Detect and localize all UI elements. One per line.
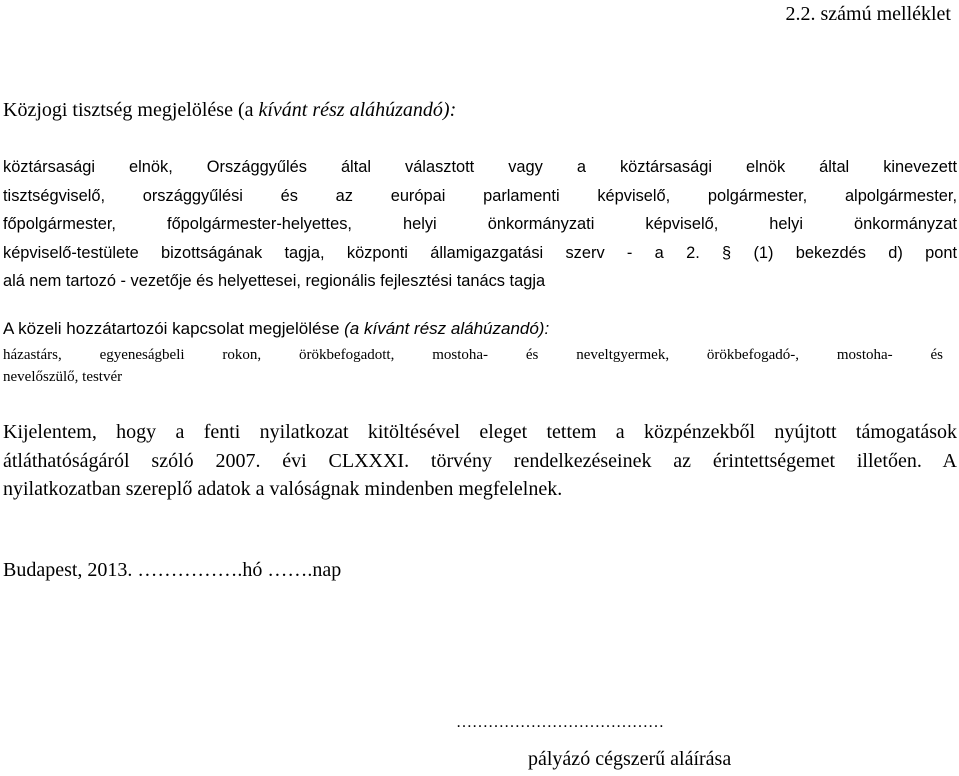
relation-heading-text: A közeli hozzátartozói kapcsolat megjelölése xyxy=(3,319,345,338)
position-heading xyxy=(3,97,456,123)
positions-line: tisztségviselő, országgyűlési és az európai parlamenti képviselő, polgármester, alpolgármester, xyxy=(3,186,957,205)
relation-line: nevelőszülő, testvér xyxy=(3,369,123,385)
relation-list xyxy=(3,344,943,388)
relation-heading xyxy=(3,317,549,341)
positions-line: alá nem tartozó - vezetője és helyettesei, regionális fejlesztési tanács tagja xyxy=(3,272,546,291)
relation-line: házastárs, egyeneságbeli rokon, örökbefogadott, mostoha- és neveltgyermek, örökbefogadó-, mostoha- és xyxy=(3,347,943,363)
date-line: Budapest, 2013. …………….hó …….nap xyxy=(3,559,342,581)
signature-label: pályázó cégszerű aláírása xyxy=(528,748,732,770)
position-heading-text: Közjogi tisztség megjelölése (a xyxy=(3,99,259,121)
positions-line: képviselő-testülete bizottságának tagja, központi államigazgatási szerv - a 2. § (1) bekezdés d) pont xyxy=(3,243,957,262)
declaration-line: átláthatóságáról szóló 2007. évi CLXXXI. törvény rendelkezéseinek az érintettségemet illetően. A xyxy=(3,449,957,472)
positions-line: főpolgármester, főpolgármester-helyettes, helyi önkormányzati képviselő, helyi önkormányzat xyxy=(3,215,957,234)
declaration-line: nyilatkozatban szereplő adatok a valóságnak mindenben megfelelnek. xyxy=(3,478,563,500)
positions-list xyxy=(3,153,957,296)
relation-heading-italic: (a kívánt rész aláhúzandó): xyxy=(344,319,550,338)
declaration-line: Kijelentem, hogy a fenti nyilatkozat kitöltésével eleget tettem a közpénzekből nyújtott támogatások xyxy=(3,421,957,443)
position-heading-italic: kívánt rész aláhúzandó): xyxy=(258,99,457,121)
declaration-paragraph xyxy=(3,418,957,504)
signature-dots: ………………………………… xyxy=(456,714,664,731)
annex-label: 2.2. számú melléklet xyxy=(785,3,951,25)
positions-line: köztársasági elnök, Országgyűlés által választott vagy a köztársasági elnök által kinevezett xyxy=(3,158,957,176)
